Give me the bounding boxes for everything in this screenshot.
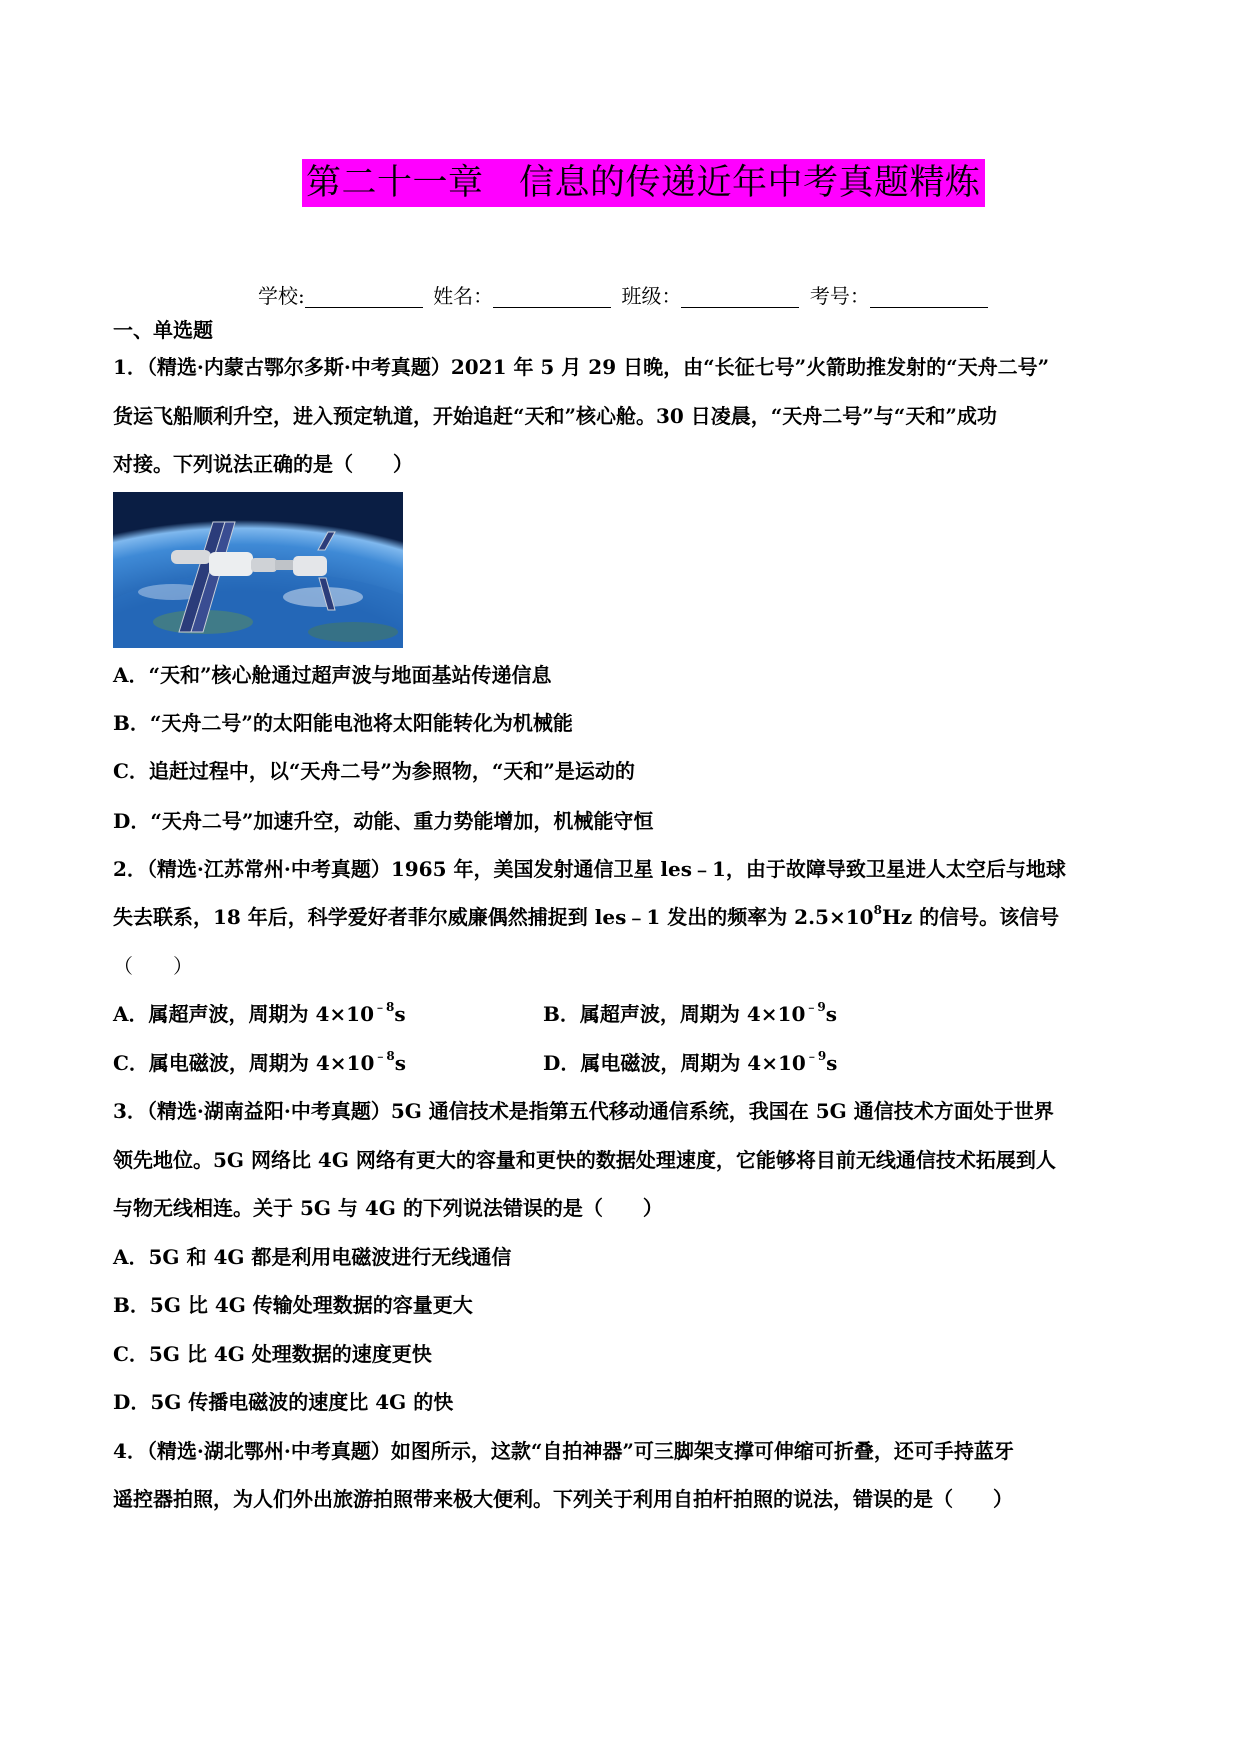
page-title: 第二十一章 信息的传递近年中考真题精炼: [302, 159, 985, 207]
name-field[interactable]: [493, 287, 611, 308]
class-field[interactable]: [681, 287, 799, 308]
school-field[interactable]: [305, 287, 423, 308]
section-heading: 一、单选题: [113, 318, 213, 342]
q2-option-c-text: C．属电磁波，周期为 4×10: [113, 1051, 375, 1075]
q2-option-c-unit: s: [394, 1051, 407, 1075]
q2-option-c: [113, 1050, 406, 1076]
q4-stem-line2: 遥控器拍照，为人们外出旅游拍照带来极大便利。下列关于利用自拍杆拍照的说法，错误的是（ ）: [113, 1487, 1013, 1511]
q1-option-c: C．追赶过程中，以“天舟二号”为参照物，“天和”是运动的: [113, 759, 635, 783]
q1-option-d: D．“天舟二号”加速升空，动能、重力势能增加，机械能守恒: [113, 809, 654, 833]
q1-option-b: B．“天舟二号”的太阳能电池将太阳能转化为机械能: [113, 711, 573, 735]
q1-stem-line1: 1．（精选·内蒙古鄂尔多斯·中考真题）2021 年 5 月 29 日晚，由“长征七号”火箭助推发射的“天舟二号”: [113, 355, 1050, 379]
q3-option-d: D．5G 传播电磁波的速度比 4G 的快: [113, 1390, 454, 1414]
q2-option-b-unit: s: [825, 1002, 837, 1026]
q2-option-a-unit: s: [394, 1002, 406, 1026]
school-label: 学校:: [258, 284, 305, 308]
q2-stem-line2-text-end: Hz 的信号。该信号: [881, 905, 1060, 929]
q2-stem-line3: （ ）: [113, 954, 193, 978]
q2-option-d-exponent: ﹣9: [805, 1049, 827, 1064]
student-info-line: [258, 284, 992, 308]
class-label: 班级：: [621, 284, 682, 308]
name-label: 姓名：: [433, 284, 494, 308]
q1-stem-line2: 货运飞船顺利升空，进入预定轨道，开始追赶“天和”核心舱。30 日凌晨，“天舟二号”与“天和”成功: [113, 404, 997, 428]
q3-stem-line2: 领先地位。5G 网络比 4G 网络有更大的容量和更快的数据处理速度，它能够将目前无线通信技术拓展到人: [113, 1148, 1056, 1172]
q2-option-d: [543, 1050, 837, 1076]
q2-option-d-text: D．属电磁波，周期为 4×10: [543, 1051, 806, 1075]
q2-option-b-text: B．属超声波，周期为 4×10: [543, 1002, 806, 1026]
q2-option-a: [113, 1001, 406, 1027]
space-station-image: [113, 492, 403, 648]
exam-number-field[interactable]: [870, 287, 988, 308]
q2-option-a-text: A．属超声波，周期为 4×10: [113, 1002, 374, 1026]
q2-option-b: [543, 1001, 837, 1027]
q3-stem-line3: 与物无线相连。关于 5G 与 4G 的下列说法错误的是（ ）: [113, 1196, 663, 1220]
q2-option-b-exponent: ﹣9: [805, 1000, 826, 1015]
exam-number-label: 考号：: [809, 284, 870, 308]
q3-stem-line1: 3．（精选·湖南益阳·中考真题）5G 通信技术是指第五代移动通信系统，我国在 5G 通信技术方面处于世界: [113, 1099, 1054, 1123]
q2-exponent: 8: [873, 903, 882, 918]
q2-option-d-unit: s: [826, 1051, 838, 1075]
q1-stem-line3: 对接。下列说法正确的是（ ）: [113, 452, 413, 476]
q1-option-a: A．“天和”核心舱通过超声波与地面基站传递信息: [113, 663, 552, 687]
q2-stem-line2-text: 失去联系，18 年后，科学爱好者菲尔威廉偶然捕捉到 les﹣1 发出的频率为 2.5×10: [113, 905, 874, 929]
q3-option-c: C．5G 比 4G 处理数据的速度更快: [113, 1342, 432, 1366]
q3-option-b: B．5G 比 4G 传输处理数据的容量更大: [113, 1293, 473, 1317]
q2-option-a-exponent: ﹣8: [374, 1000, 395, 1015]
q2-option-c-exponent: ﹣8: [374, 1049, 395, 1064]
q3-option-a: A．5G 和 4G 都是利用电磁波进行无线通信: [113, 1245, 512, 1269]
q4-stem-line1: 4．（精选·湖北鄂州·中考真题）如图所示，这款“自拍神器”可三脚架支撑可伸缩可折叠，还可手持蓝牙: [113, 1439, 1014, 1463]
q2-stem-line2: [113, 904, 1059, 930]
q2-stem-line1: 2．（精选·江苏常州·中考真题）1965 年，美国发射通信卫星 les﹣1，由于故障导致卫星进人太空后与地球: [113, 857, 1066, 881]
